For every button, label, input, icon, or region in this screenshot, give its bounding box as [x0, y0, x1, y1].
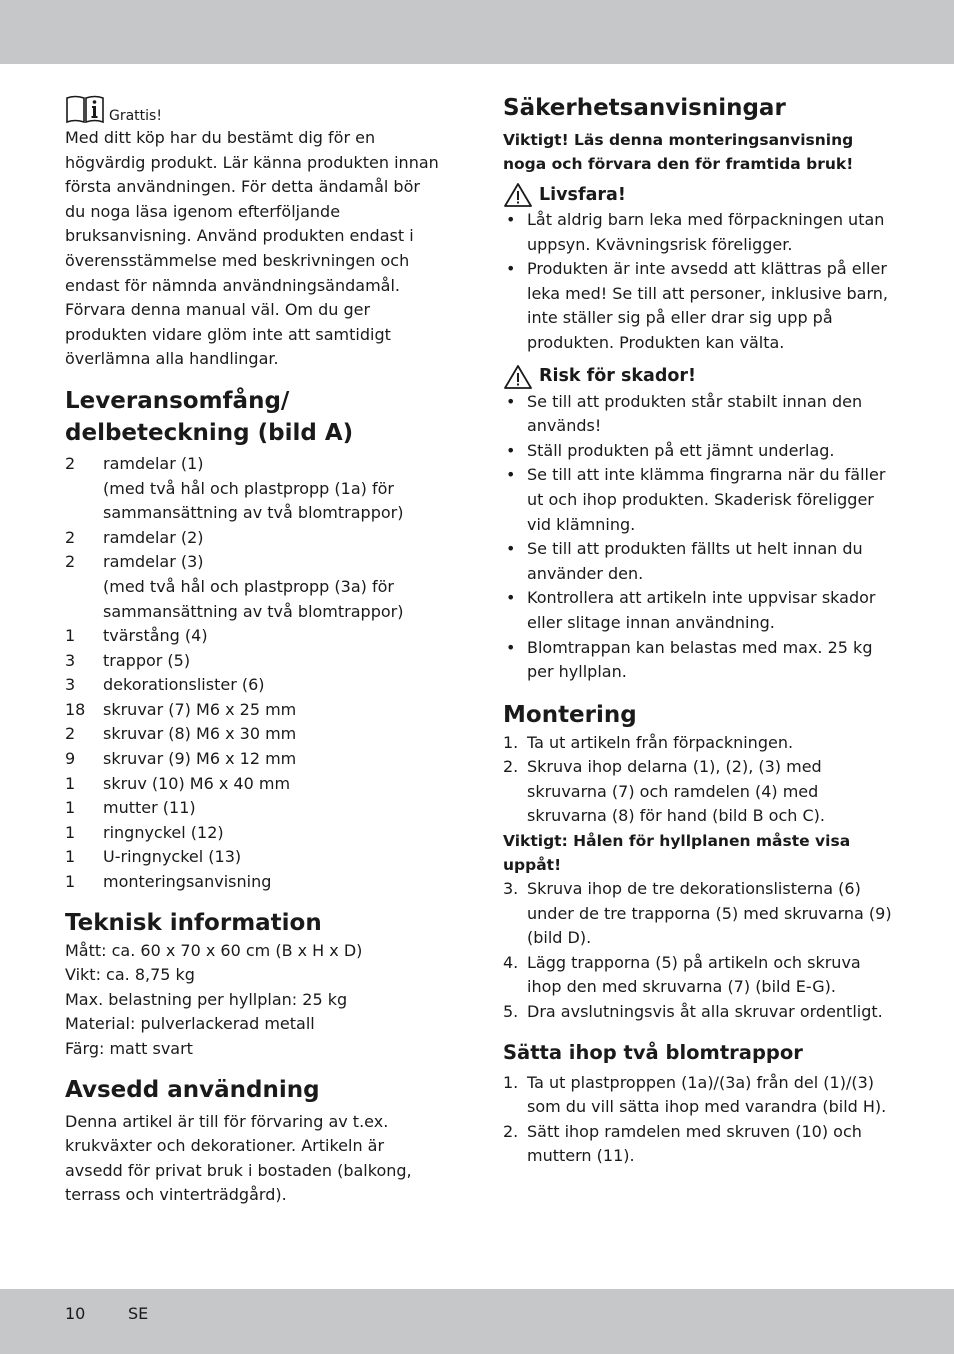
list-item: 2 ramdelar (1)	[65, 453, 204, 473]
list-item: • Se till att produkten fällts ut helt innan du använder den.	[503, 537, 893, 586]
list-item: 1. Ta ut artikeln från förpackningen.	[503, 732, 794, 752]
list-item: sammansättning av två blomtrappor)	[103, 601, 404, 621]
list-item: • Se till att produkten står stabilt innan den används!	[503, 390, 893, 439]
injury-heading	[503, 364, 893, 390]
list-item: (med två hål och plastpropp (3a) för	[103, 576, 394, 596]
list-item: 2 ramdelar (3)	[65, 552, 204, 572]
danger-list	[503, 208, 893, 356]
tech-title: Teknisk information	[65, 909, 322, 936]
list-item: 1 ringnyckel (12)	[65, 822, 224, 842]
warning-triangle-icon	[503, 182, 533, 208]
warning-triangle-icon	[503, 364, 533, 390]
right-column	[503, 92, 893, 1169]
safety-title: Säkerhetsanvisningar	[503, 95, 786, 121]
intro-heading: Grattis!	[109, 108, 162, 124]
list-item: • Låt aldrig barn leka med förpackningen utan uppsyn. Kvävningsrisk föreligger.	[503, 208, 893, 257]
page-language: SE	[128, 1304, 149, 1323]
list-item: 9 skruvar (9) M6 x 12 mm	[65, 749, 297, 769]
join-steps	[503, 1071, 893, 1169]
left-column	[65, 92, 445, 1208]
info-book-icon	[65, 92, 105, 126]
list-item: • Produkten är inte avsedd att klättras på eller leka med! Se till att personer, inklusive barn, inte ställer sig på eller drar sig upp på produkten. Produkten kan välta.	[503, 257, 893, 355]
assembly-note: Viktigt: Hålen för hyllplanen måste visa uppåt!	[503, 832, 851, 875]
safety-intro: Viktigt! Läs denna monteringsanvisning noga och förvara den för framtida bruk!	[503, 131, 854, 173]
list-item: 1 mutter (11)	[65, 798, 196, 818]
delivery-list	[65, 452, 445, 895]
list-item: 2 skruvar (8) M6 x 30 mm	[65, 724, 297, 744]
delivery-title: Leveransomfång/ delbeteckning (bild A)	[65, 387, 354, 446]
assembly-title: Montering	[503, 701, 637, 728]
list-item: 3 dekorationslister (6)	[65, 675, 265, 695]
use-title: Avsedd användning	[65, 1076, 320, 1103]
injury-title: Risk för skador!	[539, 366, 697, 387]
list-item: 4. Lägg trapporna (5) på artikeln och skruva ihop den med skruvarna (7) (bild E-G).	[503, 952, 861, 997]
list-item: 2 ramdelar (2)	[65, 527, 204, 547]
intro-header	[65, 92, 445, 126]
intro-text: Med ditt köp har du bestämt dig för en högvärdig produkt. Lär känna produkten innan första användningen. För detta ändamål bör du noga läsa igenom efterföljande bruksanvisning. Använd produkten endast i överensstämmelse med beskrivningen och endast för nämnda användningsändamål. Förvara denna manual väl. Om du ger produkten vidare glöm inte att samtidigt överlämna alla handlingar.	[65, 128, 439, 369]
list-item: 3. Skruva ihop de tre dekorationslisterna (6) under de tre trapporna (5) med skruvarna (9) (bild D).	[503, 879, 892, 948]
page-number: 10	[65, 1304, 86, 1323]
danger-title: Livsfara!	[539, 184, 626, 205]
list-item: • Blomtrappan kan belastas med max. 25 kg per hyllplan.	[503, 636, 893, 685]
list-item: 3 trappor (5)	[65, 650, 191, 670]
list-item: 5. Dra avslutningsvis åt alla skruvar ordentligt.	[503, 1002, 883, 1022]
list-item: • Ställ produkten på ett jämnt underlag.	[503, 439, 893, 464]
list-item: 1. Ta ut plastproppen (1a)/(3a) från del (1)/(3) som du vill sätta ihop med varandra (bild H).	[503, 1072, 887, 1117]
list-item: sammansättning av två blomtrappor)	[103, 503, 404, 523]
list-item: • Se till att inte klämma fingrarna när du fäller ut och ihop produkten. Skaderisk föreligger vid klämning.	[503, 463, 893, 537]
list-item: 2. Sätt ihop ramdelen med skruven (10) och muttern (11).	[503, 1121, 862, 1166]
assembly-steps-continued	[503, 877, 893, 1025]
list-item: (med två hål och plastpropp (1a) för	[103, 478, 394, 498]
list-item: 1 monteringsanvisning	[65, 872, 272, 892]
assembly-steps	[503, 731, 893, 829]
tech-info: Mått: ca. 60 x 70 x 60 cm (B x H x D) Vikt: ca. 8,75 kg Max. belastning per hyllplan: 25 kg Material: pulverlackerad metall Färg: matt svart	[65, 940, 363, 1058]
list-item: 1 tvärstång (4)	[65, 626, 208, 646]
list-item: 1 skruv (10) M6 x 40 mm	[65, 773, 291, 793]
list-item: • Kontrollera att artikeln inte uppvisar skador eller slitage innan användning.	[503, 586, 893, 635]
list-item: 18 skruvar (7) M6 x 25 mm	[65, 699, 297, 719]
list-item: 2. Skruva ihop delarna (1), (2), (3) med skruvarna (7) och ramdelen (4) med skruvarna (8) för hand (bild B och C).	[503, 757, 825, 826]
list-item: 1 U-ringnyckel (13)	[65, 847, 242, 867]
injury-list	[503, 390, 893, 685]
join-title: Sätta ihop två blomtrappor	[503, 1040, 803, 1064]
use-text: Denna artikel är till för förvaring av t.ex. krukväxter och dekorationer. Artikeln är avsedd för privat bruk i bostaden (balkong, terrass och vinterträdgård).	[65, 1111, 412, 1205]
header-band	[0, 0, 954, 64]
danger-heading	[503, 182, 893, 208]
